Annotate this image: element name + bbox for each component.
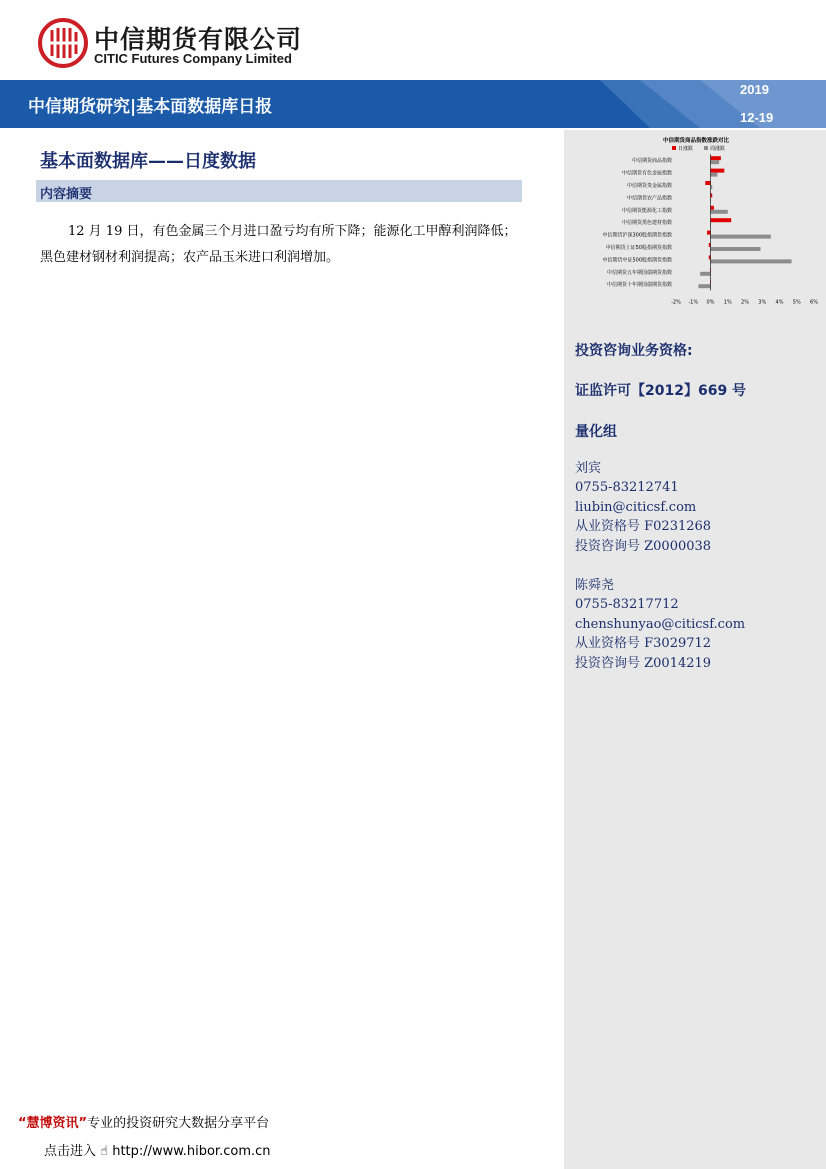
summary-header: [36, 180, 522, 202]
hand-pointer-icon: ☝: [100, 1144, 109, 1159]
bar: [707, 231, 710, 235]
bar: [711, 160, 720, 164]
x-tick-label: -2%: [671, 299, 681, 306]
x-tick-label: 3%: [758, 299, 767, 306]
citic-logo-icon: [38, 18, 88, 68]
company-logo: [38, 18, 328, 70]
banner-title: 中信期货研究|基本面数据库日报: [28, 97, 273, 117]
contact-email[interactable]: chenshunyao@citicsf.com: [575, 616, 746, 632]
x-tick-label: 0%: [706, 299, 715, 306]
x-tick-label: 6%: [810, 299, 818, 306]
x-tick-label: -1%: [688, 299, 699, 306]
category-label: 中信期货商品指数: [631, 158, 672, 165]
category-label: 中信期货黑色建材指数: [621, 220, 672, 227]
commodity-index-chart: [572, 134, 820, 316]
bar: [711, 156, 721, 160]
bar: [705, 181, 710, 185]
category-label: 中信期货能源化工指数: [621, 207, 672, 214]
contact-invest: 投资咨询号 Z0000038: [575, 538, 712, 554]
summary-text: 12 月 19 日，有色金属三个月进口盈亏均有所下降；能源化工甲醇利润降低；黑色建材钢材利润提高；农产品玉米进口利润增加。: [40, 224, 517, 265]
contact-card: [575, 459, 711, 556]
category-label: 中信期货五年期国债期货指数: [606, 269, 672, 276]
contact-cert: 从业资格号 F3029712: [575, 636, 712, 652]
footer-tagline: [18, 1112, 269, 1131]
x-tick-label: 5%: [792, 299, 801, 306]
contact-name: 刘宾: [575, 461, 602, 476]
bar: [700, 272, 710, 276]
contact-card: [575, 576, 745, 673]
category-label: 中信期货中证500股指期货指数: [602, 257, 672, 264]
chart-title: 中信期货商品指数涨跌对比: [662, 138, 730, 144]
footer-tagline-text: 专业的投资研究大数据分享平台: [87, 1116, 270, 1131]
report-year: 2019: [740, 82, 769, 97]
footer-url[interactable]: http://www.hibor.com.cn: [112, 1144, 271, 1159]
license-number: 证监许可【2012】669 号: [575, 383, 747, 399]
category-label: 中信期货十年期国债期货指数: [606, 282, 672, 289]
legend-label: 周涨跌: [710, 146, 726, 152]
category-label: 中信期货沪深300股指期货指数: [602, 232, 672, 239]
bar: [711, 210, 728, 214]
report-date: 12-19: [740, 110, 774, 125]
bar: [711, 218, 732, 222]
contact-invest: 投资咨询号 Z0014219: [575, 655, 712, 671]
category-label: 中信期货农产品指数: [626, 195, 672, 202]
footer-brand: “慧博资讯”: [18, 1116, 88, 1131]
company-name-en: CITIC Futures Company Limited: [94, 51, 292, 66]
contact-cert: 从业资格号 F0231268: [575, 519, 712, 535]
footer-link[interactable]: [44, 1140, 271, 1159]
company-name-cn: 中信期货有限公司: [94, 25, 303, 54]
x-tick-label: 2%: [741, 299, 749, 306]
bar: [698, 284, 710, 288]
category-label: 中信期货上证50股指期货指数: [605, 245, 672, 251]
contact-email[interactable]: liubin@citicsf.com: [575, 499, 697, 515]
group-name: 量化组: [575, 424, 617, 440]
legend-swatch: [672, 146, 676, 150]
bar: [711, 235, 771, 239]
contact-phone: 0755-83217712: [575, 597, 679, 613]
x-tick-label: 4%: [775, 299, 784, 306]
category-label: 中信期货贵金属指数: [626, 183, 672, 189]
summary-label: 内容摘要: [40, 187, 93, 202]
contact-phone: 0755-83212741: [575, 480, 679, 496]
bar: [711, 206, 714, 210]
page-title: 基本面数据库——日度数据: [40, 151, 256, 172]
x-tick-label: 1%: [723, 299, 732, 306]
bar: [711, 259, 792, 263]
legend-swatch: [704, 146, 708, 150]
footer-click-label: 点击进入: [44, 1144, 97, 1159]
bar: [711, 169, 725, 173]
legend-label: 日涨跌: [678, 146, 694, 152]
category-label: 中信期货有色金属指数: [621, 170, 672, 177]
contact-name: 陈舜尧: [575, 578, 615, 593]
bar: [711, 247, 761, 251]
bar: [711, 173, 718, 177]
qualification-label: 投资咨询业务资格:: [575, 343, 693, 359]
